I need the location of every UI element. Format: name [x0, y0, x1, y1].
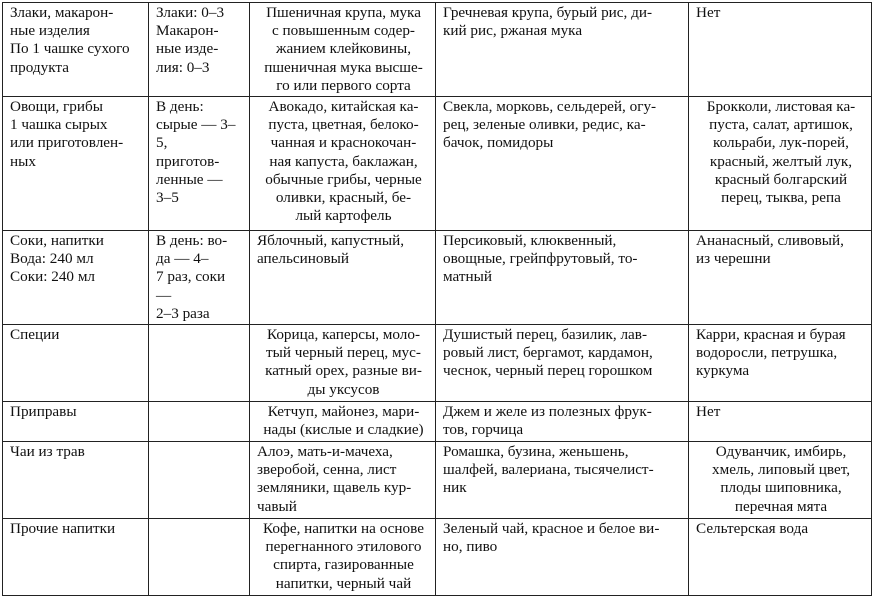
amount-cell: [149, 325, 250, 402]
foods-column-c-cell: Нет: [689, 3, 872, 97]
amount-cell: [149, 442, 250, 519]
foods-column-a-cell: Кетчуп, майонез, мари- нады (кислые и сладкие): [250, 402, 436, 442]
foods-column-b-cell: Зеленый чай, красное и белое ви- но, пиво: [436, 519, 689, 596]
product-cell: Приправы: [3, 402, 149, 442]
foods-column-c-cell: Одуванчик, имбирь, хмель, липовый цвет, плоды шиповника, перечная мята: [689, 442, 872, 519]
product-cell: Овощи, грибы 1 чашка сырых или приготовлен- ных: [3, 97, 149, 231]
table-row: [3, 231, 872, 325]
foods-column-a-cell: Пшеничная крупа, мука с повышенным содер- жанием клейковины, пшеничная мука высше- го или первого сорта: [250, 3, 436, 97]
product-cell: Специи: [3, 325, 149, 402]
amount-cell: [149, 519, 250, 596]
table-row: [3, 402, 872, 442]
product-cell: Злаки, макарон- ные изделия По 1 чашке сухого продукта: [3, 3, 149, 97]
foods-column-b-cell: Душистый перец, базилик, лав- ровый лист, бергамот, кардамон, чеснок, черный перец горошком: [436, 325, 689, 402]
amount-cell: В день: сырые — 3– 5, приготов- ленные — 3–5: [149, 97, 250, 231]
foods-column-b-cell: Ромашка, бузина, женьшень, шалфей, валериана, тысячелист- ник: [436, 442, 689, 519]
product-cell: Прочие напитки: [3, 519, 149, 596]
table-row: [3, 3, 872, 97]
foods-column-c-cell: Ананасный, сливовый, из черешни: [689, 231, 872, 325]
table-row: [3, 97, 872, 231]
table-row: [3, 442, 872, 519]
foods-column-c-cell: Нет: [689, 402, 872, 442]
foods-column-c-cell: Брокколи, листовая ка- пуста, салат, артишок, кольраби, лук-порей, красный, желтый лук, красный болгарский перец, тыква, репа: [689, 97, 872, 231]
amount-cell: Злаки: 0–3 Макарон- ные изде- лия: 0–3: [149, 3, 250, 97]
foods-column-b-cell: Гречневая крупа, бурый рис, ди- кий рис, ржаная мука: [436, 3, 689, 97]
foods-column-a-cell: Алоэ, мать-и-мачеха, зверобой, сенна, лист земляники, щавель кур- чавый: [250, 442, 436, 519]
table-row: [3, 519, 872, 596]
foods-column-a-cell: Яблочный, капустный, апельсиновый: [250, 231, 436, 325]
foods-column-a-cell: Кофе, напитки на основе перегнанного этилового спирта, газированные напитки, черный чай: [250, 519, 436, 596]
foods-column-a-cell: Корица, каперсы, моло- тый черный перец, мус- катный орех, разные ви- ды уксусов: [250, 325, 436, 402]
foods-column-b-cell: Свекла, морковь, сельдерей, огу- рец, зеленые оливки, редис, ка- бачок, помидоры: [436, 97, 689, 231]
amount-cell: [149, 402, 250, 442]
table-row: [3, 325, 872, 402]
foods-column-b-cell: Джем и желе из полезных фрук- тов, горчица: [436, 402, 689, 442]
food-compatibility-table: [2, 2, 872, 596]
foods-column-a-cell: Авокадо, китайская ка- пуста, цветная, белоко- чанная и краснокочан- ная капуста, баклажан, обычные грибы, черные оливки, красный, бе- лый картофель: [250, 97, 436, 231]
product-cell: Чаи из трав: [3, 442, 149, 519]
foods-column-b-cell: Персиковый, клюквенный, овощные, грейпфрутовый, то- матный: [436, 231, 689, 325]
foods-column-c-cell: Карри, красная и бурая водоросли, петрушка, куркума: [689, 325, 872, 402]
foods-column-c-cell: Сельтерская вода: [689, 519, 872, 596]
amount-cell: В день: во- да — 4– 7 раз, соки — 2–3 раза: [149, 231, 250, 325]
product-cell: Соки, напитки Вода: 240 мл Соки: 240 мл: [3, 231, 149, 325]
